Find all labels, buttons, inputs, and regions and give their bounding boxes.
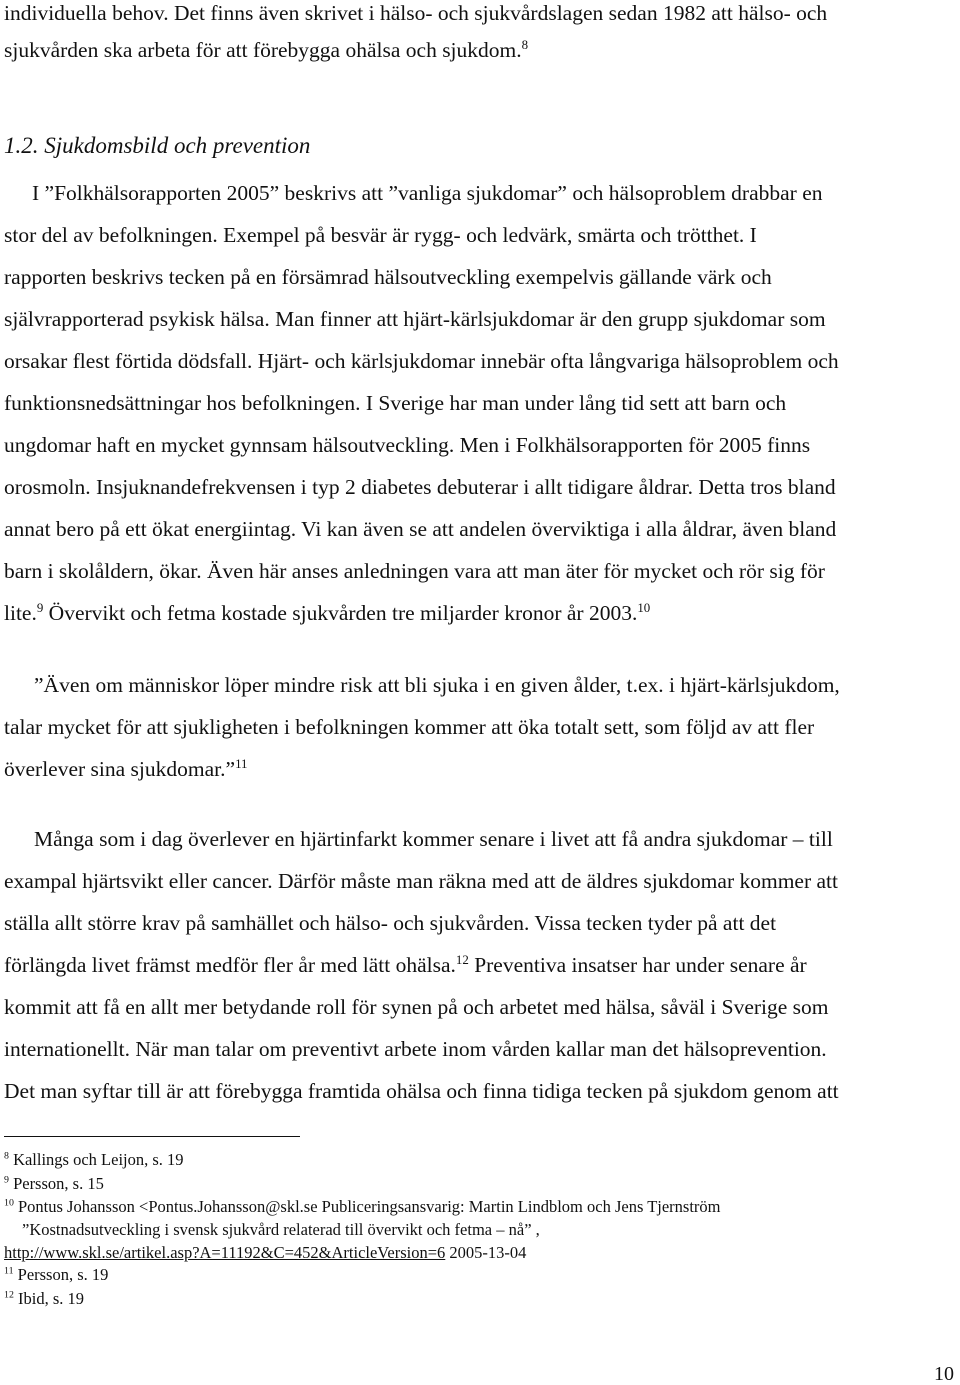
footnote-url-link[interactable]: http://www.skl.se/artikel.asp?A=11192&C=452&ArticleVersion=6	[4, 1243, 446, 1262]
footnote-ref: 10	[637, 600, 651, 615]
body-line: stor del av befolkningen. Exempel på besvär är rygg- och ledvärk, smärta och trötthet. I	[4, 223, 757, 247]
footnote-10-link-line: http://www.skl.se/artikel.asp?A=11192&C=452&ArticleVersion=6 2005-13-04	[4, 1243, 527, 1262]
body-line: lite.$^9$ Övervikt och fetma kostade sjukvården tre miljarder kronor år 2003.10	[4, 600, 651, 625]
body-line: sjukvården ska arbeta för att förebygga ohälsa och sjukdom.$^8$	[4, 37, 529, 62]
body-line: individuella behov. Det finns även skrivet i hälso- och sjukvårdslagen sedan 1982 att hälso- och	[4, 1, 828, 25]
body-line: kommit att få en allt mer betydande roll för synen på och arbetet med hälsa, såväl i Sverige som	[4, 995, 829, 1019]
body-line: orosmoln. Insjuknandefrekvensen i typ 2 diabetes debuterar i allt tidigare åldrar. Detta tros bland	[4, 475, 836, 499]
body-line: Det man syftar till är att förebygga framtida ohälsa och finna tidiga tecken på sjukdom genom att	[4, 1079, 839, 1103]
body-line: I ”Folkhälsorapporten 2005” beskrivs att ”vanliga sjukdomar” och hälsoproblem drabbar en	[32, 181, 823, 205]
body-line: exampal hjärtsvikt eller cancer. Därför måste man räkna med att de äldres sjukdomar kommer att	[4, 869, 838, 893]
body-line: ungdomar haft en mycket gynnsam hälsoutveckling. Men i Folkhälsorapporten för 2005 finns	[4, 433, 811, 457]
body-line: orsakar flest förtida dödsfall. Hjärt- och kärlsjukdomar innebär ofta långvariga hälsoproblem och	[4, 349, 839, 373]
footnote-separator	[4, 1136, 300, 1137]
footnote-8: $^8$ Kallings och Leijon, s. 19	[4, 1150, 184, 1169]
body-line: internationellt. När man talar om preventivt arbete inom vården kallar man det hälsoprevention.	[4, 1037, 827, 1061]
body-line: funktionsnedsättningar hos befolkningen. I Sverige har man under lång tid sett att barn och	[4, 391, 787, 415]
page-number: 10	[934, 1363, 954, 1385]
body-line: ställa allt större krav på samhället och hälso- och sjukvården. Vissa tecken tyder på att det	[4, 911, 777, 935]
body-line: förlängda livet främst medför fler år med lätt ohälsa.$^{12}$ Preventiva insatser har under senare år	[4, 952, 807, 977]
footnote-ref: 11	[235, 756, 248, 771]
quote-line: talar mycket för att sjukligheten i befolkningen kommer att öka totalt sett, som följd av att fler	[4, 715, 815, 739]
footnote-ref: 9	[36, 600, 44, 615]
footnote-ref: 12	[455, 952, 469, 967]
body-line: självrapporterad psykisk hälsa. Man finner att hjärt-kärlsjukdomar är den grupp sjukdomar som	[4, 307, 826, 331]
section-heading: 1.2. Sjukdomsbild och prevention	[4, 133, 311, 158]
footnote-9: $^9$ Persson, s. 15	[4, 1174, 104, 1193]
quote-line: överlever sina sjukdomar.”$^{11}$	[4, 756, 248, 781]
body-line: Många som i dag överlever en hjärtinfarkt kommer senare i livet att få andra sjukdomar – till	[34, 827, 833, 851]
body-line: barn i skolåldern, ökar. Även här anses anledningen vara att man äter för mycket och rör sig för	[4, 559, 825, 583]
footnote-ref: 8	[521, 37, 529, 52]
footnote-12: $^{12}$ Ibid, s. 19	[4, 1289, 84, 1308]
footnote-11: $^{11}$ Persson, s. 19	[4, 1265, 109, 1284]
body-line: annat bero på ett ökat energiintag. Vi kan även se att andelen överviktiga i alla åldrar, även bland	[4, 517, 837, 541]
body-line: rapporten beskrivs tecken på en försämrad hälsoutveckling exempelvis gällande värk och	[4, 265, 772, 289]
footnote-10: $^{10}$ Pontus Johansson <Pontus.Johansson@skl.se Publiceringsansvarig: Martin Lindblom och Jens Tjernström	[4, 1197, 721, 1216]
quote-line: ”Även om människor löper mindre risk att bli sjuka i en given ålder, t.ex. i hjärt-kärlsjukdom,	[34, 673, 840, 697]
footnote-10-title: ”Kostnadsutveckling i svensk sjukvård relaterad till övervikt och fetma – nå” ,	[22, 1220, 540, 1239]
